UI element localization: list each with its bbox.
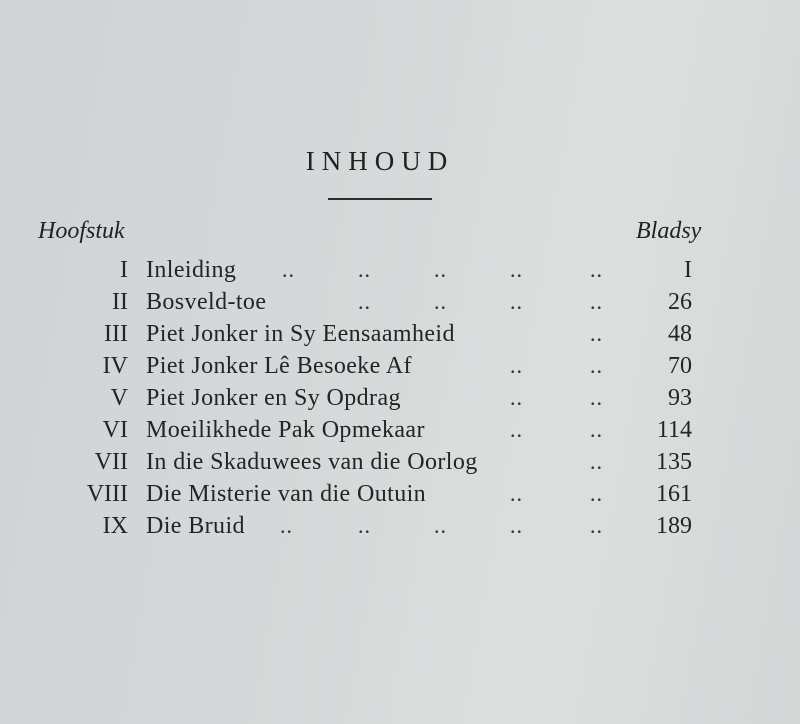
page-number: 70 bbox=[668, 353, 692, 379]
page-number: 161 bbox=[656, 481, 692, 507]
chapter-numeral: II bbox=[112, 289, 128, 315]
toc-entry bbox=[0, 414, 800, 446]
chapter-numeral: VIII bbox=[86, 481, 128, 507]
page-number: I bbox=[684, 257, 692, 283]
toc-entry bbox=[0, 350, 800, 382]
leader-dots: .. bbox=[590, 289, 603, 314]
leader-dots: .. bbox=[282, 257, 295, 282]
leader-dots: .. bbox=[510, 385, 523, 410]
leader-dots: .. bbox=[358, 289, 371, 314]
chapter-column-header: Hoofstuk bbox=[38, 218, 125, 244]
leader-dots: .. bbox=[590, 417, 603, 442]
chapter-title: Die Bruid bbox=[146, 513, 245, 539]
page-number: 48 bbox=[668, 321, 692, 347]
title-underline bbox=[328, 198, 432, 200]
chapter-title: Piet Jonker Lê Besoeke Af bbox=[146, 353, 412, 379]
chapter-title: In die Skaduwees van die Oorlog bbox=[146, 449, 478, 475]
leader-dots: .. bbox=[358, 513, 371, 538]
toc-entry bbox=[0, 478, 800, 510]
page-number: 114 bbox=[656, 417, 692, 443]
chapter-title: Moeilikhede Pak Opmekaar bbox=[146, 417, 425, 443]
toc-entry bbox=[0, 382, 800, 414]
leader-dots: .. bbox=[590, 449, 603, 474]
leader-dots: .. bbox=[358, 257, 371, 282]
chapter-title: Bosveld-toe bbox=[146, 289, 267, 315]
toc-entry bbox=[0, 510, 800, 542]
leader-dots: .. bbox=[510, 513, 523, 538]
page-number: 93 bbox=[668, 385, 692, 411]
leader-dots: .. bbox=[510, 353, 523, 378]
leader-dots: .. bbox=[590, 513, 603, 538]
leader-dots: .. bbox=[510, 289, 523, 314]
leader-dots: .. bbox=[590, 353, 603, 378]
leader-dots: .. bbox=[590, 481, 603, 506]
leader-dots: .. bbox=[590, 257, 603, 282]
page-number: 189 bbox=[656, 513, 692, 539]
leader-dots: .. bbox=[590, 321, 603, 346]
page-column-header: Bladsy bbox=[636, 218, 702, 244]
chapter-title: Inleiding bbox=[146, 257, 237, 283]
chapter-numeral: III bbox=[104, 321, 128, 347]
toc-entry bbox=[0, 446, 800, 478]
page-number: 26 bbox=[668, 289, 692, 315]
toc-entry bbox=[0, 254, 800, 286]
leader-dots: .. bbox=[280, 513, 293, 538]
page-number: 135 bbox=[656, 449, 692, 475]
chapter-title: Piet Jonker en Sy Opdrag bbox=[146, 385, 401, 411]
leader-dots: .. bbox=[434, 289, 447, 314]
chapter-numeral: I bbox=[120, 257, 128, 283]
leader-dots: .. bbox=[434, 257, 447, 282]
chapter-title: Piet Jonker in Sy Eensaamheid bbox=[146, 321, 455, 347]
chapter-title: Die Misterie van die Outuin bbox=[146, 481, 427, 507]
page-title: INHOUD bbox=[305, 146, 455, 176]
chapter-numeral: V bbox=[110, 385, 128, 411]
leader-dots: .. bbox=[510, 481, 523, 506]
toc-entry bbox=[0, 318, 800, 350]
chapter-numeral: IX bbox=[102, 513, 128, 539]
leader-dots: .. bbox=[434, 513, 447, 538]
leader-dots: .. bbox=[590, 385, 603, 410]
chapter-numeral: VII bbox=[94, 449, 128, 475]
chapter-numeral: IV bbox=[102, 353, 128, 379]
leader-dots: .. bbox=[510, 257, 523, 282]
chapter-numeral: VI bbox=[102, 417, 128, 443]
toc-entry bbox=[0, 286, 800, 318]
leader-dots: .. bbox=[510, 417, 523, 442]
